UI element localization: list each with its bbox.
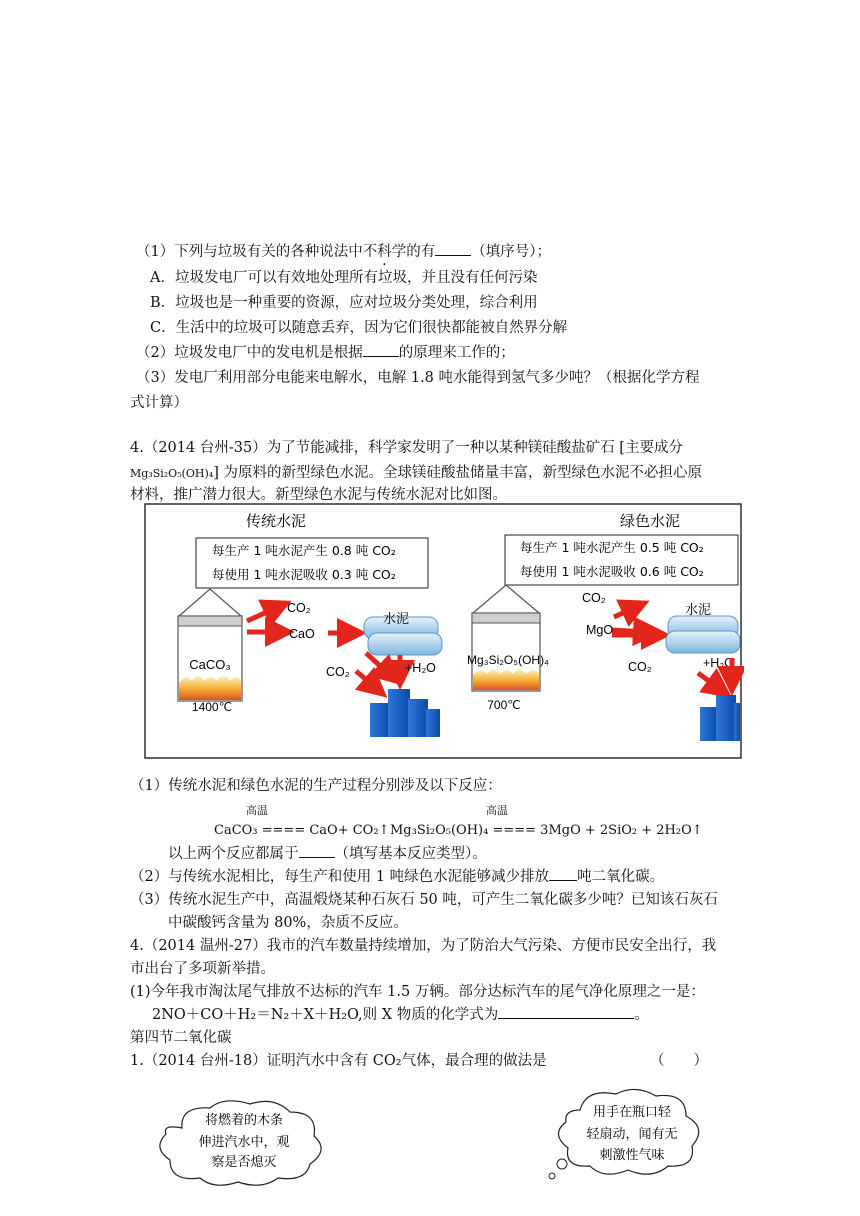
left-product-co2: CO₂ bbox=[287, 601, 311, 615]
right-material: Mg₃Si₂O₅(OH)₄ bbox=[467, 653, 549, 667]
option-a: A．垃圾发电厂可以有效地处理所有垃圾，并且没有任何污染 bbox=[150, 270, 538, 286]
bubble-left-line3: 察是否熄灭 bbox=[211, 1155, 277, 1170]
arrow-right-mgo bbox=[612, 630, 648, 632]
left-cement-label: 水泥 bbox=[382, 612, 410, 627]
answer-blank[interactable] bbox=[498, 1004, 634, 1019]
left-product-cao: CaO bbox=[289, 627, 315, 641]
option-c: C．生活中的垃圾可以随意丢弃，因为它们很快都能被自然界分解 bbox=[150, 320, 568, 336]
answer-blank[interactable] bbox=[435, 241, 471, 256]
right-product-mgo: MgO bbox=[586, 623, 614, 637]
bubble-right-line3: 刺激性气味 bbox=[599, 1148, 665, 1163]
right-water: +H₂O bbox=[703, 656, 734, 670]
q4-s1b: 以上两个反应都属于 （填写基本反应类型）。 bbox=[168, 843, 487, 865]
q3-sub-2: （2）垃圾发电厂中的发电机是根据 的原理来工作的； bbox=[136, 342, 515, 364]
left-title: 传统水泥 bbox=[245, 512, 307, 530]
left-material: CaCO₃ bbox=[189, 657, 231, 672]
left-water: +H₂O bbox=[405, 661, 436, 675]
q1-answer-paren[interactable]: （ ） bbox=[650, 1053, 708, 1069]
answer-blank[interactable] bbox=[549, 866, 577, 881]
bubble-right-line1: 用手在瓶口轻 bbox=[592, 1105, 672, 1120]
answer-blank[interactable] bbox=[299, 843, 335, 858]
q4-s3-line2: 中碳酸钙含量为 80%，杂质不反应。 bbox=[168, 915, 408, 931]
left-box-line1: 每生产 1 吨水泥产生 0.8 吨 CO₂ bbox=[212, 543, 396, 558]
right-box-line1: 每生产 1 吨水泥产生 0.5 吨 CO₂ bbox=[520, 540, 704, 555]
q4-line3: 材料，推广潜力很大。新型绿色水泥与传统水泥对比如图。 bbox=[130, 487, 507, 503]
arrow-left-cement-down bbox=[366, 653, 390, 675]
q3-sub-3-line1: （3）发电厂利用部分电能来电解水，电解 1.8 吨水能得到氢气多少吨？（根据化学方程 bbox=[136, 370, 700, 386]
left-buildings bbox=[370, 689, 440, 737]
q4-s2: （2）与传统水泥相比，每生产和使用 1 吨绿色水泥能够减少排放 吨二氧化碳。 bbox=[130, 866, 664, 888]
bubble-right-line2: 轻扇动，闻有无 bbox=[586, 1127, 678, 1142]
arrow-left-co2-absorb bbox=[356, 671, 376, 688]
right-box-line2: 每使用 1 吨水泥吸收 0.6 吨 CO₂ bbox=[520, 564, 704, 579]
section-title: 第四节二氧化碳 bbox=[130, 1030, 232, 1046]
q1-stem: 1.（2014 台州-18）证明汽水中含有 CO₂气体，最合理的做法是 bbox=[130, 1053, 547, 1069]
condition-label-2: 高温 bbox=[486, 804, 508, 817]
arrow-right-co2-absorb bbox=[698, 673, 720, 689]
cement-comparison-diagram bbox=[144, 503, 744, 761]
arrow-right-co2 bbox=[614, 607, 636, 617]
equation-1: CaCO₃ ==== CaO+ CO₂↑ bbox=[214, 823, 390, 838]
right-buildings bbox=[700, 695, 740, 741]
q3-sub-3-line2: 式计算） bbox=[130, 395, 188, 411]
q4-s3-line1: （3）传统水泥生产中，高温煅烧某种石灰石 50 吨，可产生二氧化碳多少吨？已知该石灰石 bbox=[130, 892, 718, 908]
right-kiln bbox=[472, 585, 540, 691]
bubble-right bbox=[540, 1086, 710, 1186]
left-temp: 1400℃ bbox=[191, 700, 233, 714]
right-title: 绿色水泥 bbox=[619, 512, 681, 530]
right-product-co2: CO₂ bbox=[582, 591, 606, 605]
q4b-line1: 4.（2014 温州-27）我市的汽车数量持续增加，为了防治大气污染、方便市民安全出行，我 bbox=[130, 938, 717, 954]
left-box-line2: 每使用 1 吨水泥吸收 0.3 吨 CO₂ bbox=[212, 567, 396, 582]
q4b-line3: (1)今年我市淘汰尾气排放不达标的汽车 1.5 万辆。部分达标汽车的尾气净化原理之一是： bbox=[130, 984, 705, 1000]
left-kiln bbox=[178, 589, 242, 701]
bubble-left bbox=[152, 1098, 332, 1188]
right-use-co2: CO₂ bbox=[628, 660, 652, 674]
option-b: B．垃圾也是一种重要的资源，应对垃圾分类处理，综合利用 bbox=[150, 295, 538, 311]
answer-blank[interactable] bbox=[363, 342, 399, 357]
right-cement-bags bbox=[666, 616, 740, 653]
left-use-co2: CO₂ bbox=[326, 665, 350, 679]
condition-label-1: 高温 bbox=[246, 804, 268, 817]
q4b-line2: 市出台了多项新举措。 bbox=[130, 961, 275, 977]
q4b-line4: 2NO＋CO＋H₂＝N₂＋X＋H₂O,则 X 物质的化学式为 。 bbox=[152, 1004, 649, 1026]
arrow-left-co2 bbox=[247, 607, 278, 621]
q4-line1: 4.（2014 台州-35）为了节能减排，科学家发明了一种以某种镁硅酸盐矿石 [主要成分 bbox=[130, 440, 683, 456]
right-temp: 700℃ bbox=[487, 698, 521, 712]
bubble-left-line1: 将燃着的木条 bbox=[204, 1113, 284, 1128]
q4-line2: Mg₃Si₂O₅(OH)₄] 为原料的新型绿色水泥。全球镁硅酸盐储量丰富，新型绿色水泥不必担心原 bbox=[130, 465, 702, 481]
dotted-emphasis: 不科学 bbox=[362, 244, 407, 260]
equation-2: Mg₃Si₂O₅(OH)₄ ==== 3MgO + 2SiO₂ + 2H₂O↑ bbox=[390, 823, 703, 838]
right-cement-label: 水泥 bbox=[684, 603, 712, 618]
bubble-left-line2: 伸进汽水中，观 bbox=[198, 1135, 290, 1150]
q3-sub-1: （1）下列与垃圾有关的各种说法中不科学的有 （填序号）； bbox=[136, 241, 551, 263]
q4-s1: （1）传统水泥和绿色水泥的生产过程分别涉及以下反应： bbox=[130, 778, 502, 794]
